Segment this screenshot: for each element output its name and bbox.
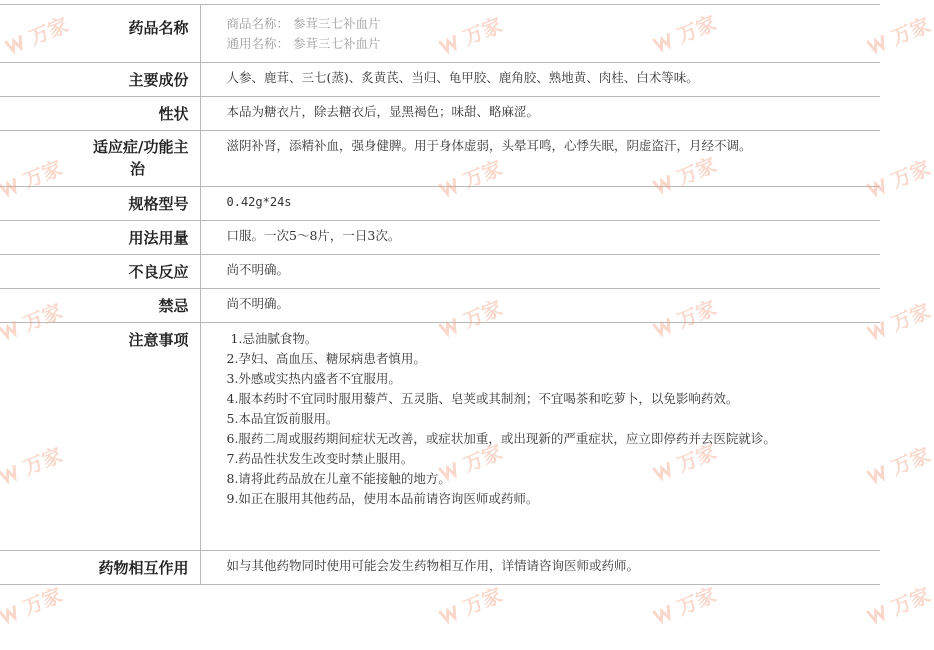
watermark: 万家: [435, 9, 506, 60]
watermark-logo-icon: [0, 601, 24, 624]
drug-info-table: [0, 4, 880, 585]
value-usage: 口服。一次5～8片，一日3次。: [200, 221, 880, 255]
row-contraindications: [0, 289, 880, 323]
watermark-logo-icon: [437, 601, 463, 624]
label-indications-line2: 治: [130, 160, 146, 178]
value-adverse: 尚不明确。: [200, 255, 880, 289]
label-usage: 用法用量: [0, 221, 200, 255]
row-drug-name: [0, 5, 880, 63]
label-adverse: 不良反应: [0, 255, 200, 289]
value-indications: 滋阴补肾，添精补血，强身健脾。用于身体虚弱，头晕耳鸣，心悸失眠，阴虚盗汗，月经不调。: [200, 131, 880, 187]
value-character: 本品为糖衣片，除去糖衣后，显黑褐色；味甜、略麻涩。: [200, 97, 880, 131]
precaution-item: 5.本品宜饭前服用。: [226, 411, 339, 426]
row-indications: [0, 131, 880, 187]
watermark: 万家: [1, 9, 72, 60]
watermark: 万家: [863, 9, 934, 60]
value-drug-name: [200, 5, 880, 63]
precaution-item: 6.服药二周或服药期间症状无改善，或症状加重，或出现新的严重症状，应立即停药并去医院就诊。: [226, 431, 776, 446]
value-interactions: 如与其他药物同时使用可能会发生药物相互作用，详情请咨询医师或药师。: [200, 551, 880, 585]
label-contraindications: 禁忌: [0, 289, 200, 323]
precaution-item: 2.孕妇、高血压、糖尿病患者慎用。: [226, 351, 426, 366]
watermark: 万家: [863, 439, 934, 490]
watermark: 万家: [435, 436, 506, 487]
watermark: 万家: [435, 152, 506, 203]
trade-name: 商品名称： 参茸三七补血片: [226, 16, 381, 31]
row-usage: [0, 221, 880, 255]
watermark: 万家: [649, 292, 720, 343]
watermark: 万家: [649, 7, 720, 58]
watermark: 万家: [0, 295, 66, 346]
watermark-logo-icon: [865, 601, 891, 624]
precaution-item: 7.药品性状发生改变时禁止服用。: [226, 451, 414, 466]
watermark: 万家: [863, 152, 934, 203]
watermark: 万家: [863, 579, 934, 630]
watermark: 万家: [0, 152, 66, 203]
row-adverse: [0, 255, 880, 289]
row-interactions: [0, 551, 880, 585]
watermark: 万家: [649, 149, 720, 200]
watermark: 万家: [0, 579, 66, 630]
row-character: [0, 97, 880, 131]
row-spec: [0, 187, 880, 221]
watermark: 万家: [863, 295, 934, 346]
precaution-item: 4.服本药时不宜同时服用藜芦、五灵脂、皂荚或其制剂；不宜喝茶和吃萝卜，以免影响药效。: [226, 391, 739, 406]
precaution-item: 3.外感或实热内盛者不宜服用。: [226, 371, 401, 386]
value-spec: 0.42g*24s: [200, 187, 880, 221]
row-ingredients: [0, 63, 880, 97]
watermark-logo-icon: [651, 601, 677, 624]
row-precautions: [0, 323, 880, 551]
label-spec: 规格型号: [0, 187, 200, 221]
precaution-item: 1.忌油腻食物。: [230, 331, 318, 346]
watermark: 万家: [0, 439, 66, 490]
label-precautions: 注意事项: [0, 323, 200, 551]
precaution-item: 8.请将此药品放在儿童不能接触的地方。: [226, 471, 451, 486]
precaution-item: 9.如正在服用其他药品，使用本品前请咨询医师或药师。: [226, 491, 539, 506]
label-indications: [0, 131, 200, 187]
value-ingredients: 人参、鹿茸、三七(蒸)、炙黄芪、当归、龟甲胶、鹿角胶、熟地黄、肉桂、白术等味。: [200, 63, 880, 97]
label-indications-line1: 适应症/功能主: [93, 138, 189, 156]
watermark: 万家: [435, 579, 506, 630]
label-interactions: 药物相互作用: [0, 551, 200, 585]
label-ingredients: 主要成份: [0, 63, 200, 97]
label-drug-name: 药品名称: [0, 5, 200, 63]
label-character: 性状: [0, 97, 200, 131]
generic-name: 通用名称： 参茸三七补血片: [226, 36, 381, 51]
watermark: 万家: [649, 579, 720, 630]
watermark: 万家: [649, 436, 720, 487]
value-contraindications: 尚不明确。: [200, 289, 880, 323]
value-precautions: [200, 323, 880, 551]
watermark: 万家: [435, 292, 506, 343]
